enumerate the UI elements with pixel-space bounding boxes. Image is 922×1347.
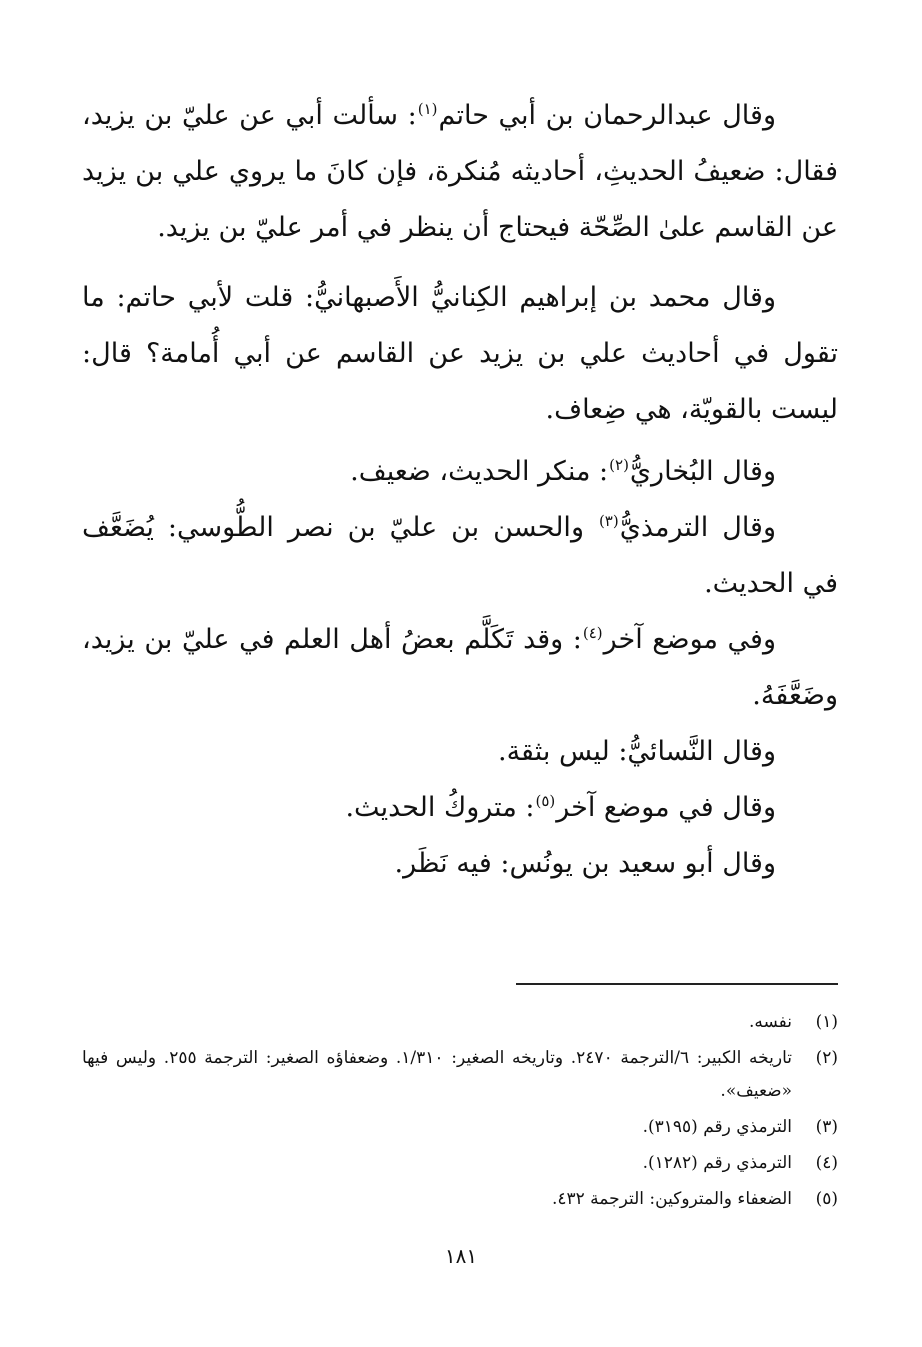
footnote-ref-2[interactable]: (٢) bbox=[609, 456, 629, 474]
footnote-item bbox=[82, 1147, 838, 1180]
footnote-text: الترمذي رقم (٣١٩٥). bbox=[642, 1117, 792, 1137]
paragraph-2: وقال محمد بن إبراهيم الكِنانيُّ الأَصبهانيُّ: قلت لأبي حاتم: ما تقول في أحاديث علي بن يزيد عن القاسم عن أبي أُمامة؟ قال: ليست بالقويّة، هي ضِعاف. bbox=[82, 282, 838, 425]
footnote-number: (٢) bbox=[815, 1048, 838, 1068]
paragraph-5 bbox=[82, 612, 838, 724]
paragraph-1-text-a: وقال عبدالرحمان بن أبي حاتم bbox=[438, 100, 776, 131]
paragraph-1-text-b: : سألت أبي عن عليّ بن يزيد، فقال: ضعيفُ الحديثِ، أحاديثه مُنكرة، فإن كانَ ما يروي علي بن يزيد عن القاسم علىٰ الصِّحّة فيحتاج أن ينظر في أمر عليّ بن يزيد. bbox=[82, 100, 838, 243]
footnote-item bbox=[82, 1183, 838, 1216]
footnote-item bbox=[82, 1006, 838, 1039]
paragraph-3 bbox=[82, 444, 838, 500]
paragraph-3-text-b: : منكر الحديث، ضعيف. bbox=[350, 456, 609, 487]
paragraph-4-text-b: والحسن بن عليّ بن نصر الطُّوسي: يُضَعَّف في الحديث. bbox=[82, 512, 838, 599]
paragraph-7-text-b: : متروكُ الحديث. bbox=[345, 792, 535, 823]
footnote-text: تاريخه الكبير: ٦/الترجمة ٢٤٧٠. وتاريخه الصغير: ١/٣١٠. وضعفاؤه الصغير: الترجمة ٢٥٥. وليس فيها «ضعيف». bbox=[82, 1048, 792, 1101]
paragraph-1 bbox=[82, 88, 838, 256]
footnote-number: (١) bbox=[815, 1012, 838, 1032]
footnote-text: الضعفاء والمتروكين: الترجمة ٤٣٢. bbox=[551, 1189, 792, 1209]
paragraph-5-text-a: وفي موضع آخر bbox=[603, 624, 776, 655]
footnote-ref-4[interactable]: (٤) bbox=[582, 624, 603, 642]
footnote-ref-1[interactable]: (١) bbox=[417, 100, 438, 118]
footnotes bbox=[82, 1006, 838, 1219]
paragraph-3-text-a: وقال البُخاريُّ bbox=[629, 456, 776, 487]
paragraph-4-text-a: وقال الترمذيُّ bbox=[619, 512, 776, 543]
paragraph-7 bbox=[82, 780, 838, 836]
paragraph-6: وقال النَّسائيُّ: ليس بثقة. bbox=[497, 736, 776, 767]
paragraph-5-text-b: : وقد تَكَلَّم بعضُ أهل العلم في عليّ بن يزيد، وضَعَّفَهُ. bbox=[82, 624, 838, 711]
footnote-ref-3[interactable]: (٣) bbox=[598, 512, 619, 530]
page-number: ١٨١ bbox=[444, 1244, 478, 1268]
footnote-text: نفسه. bbox=[748, 1012, 792, 1032]
footnote-item bbox=[82, 1111, 838, 1144]
footnote-number: (٤) bbox=[815, 1153, 838, 1173]
paragraph-8: وقال أبو سعيد بن يونُس: فيه نَظَر. bbox=[394, 848, 776, 879]
paragraph-4 bbox=[82, 500, 838, 612]
footnote-separator bbox=[516, 983, 838, 985]
paragraph-7-text-a: وقال في موضع آخر bbox=[556, 792, 776, 823]
footnote-number: (٣) bbox=[815, 1117, 838, 1137]
footnote-text: الترمذي رقم (١٢٨٢). bbox=[642, 1153, 792, 1173]
footnote-ref-5[interactable]: (٥) bbox=[535, 792, 556, 810]
footnote-number: (٥) bbox=[815, 1189, 838, 1209]
main-text bbox=[82, 88, 838, 892]
footnote-item bbox=[82, 1042, 838, 1108]
